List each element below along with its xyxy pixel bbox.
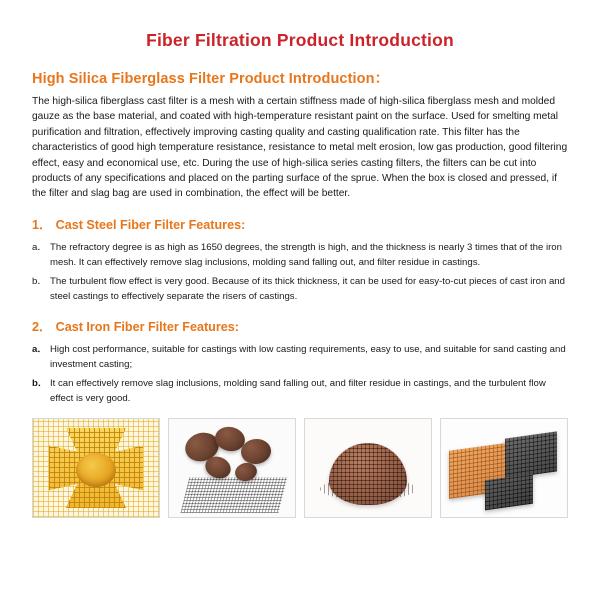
mesh-dish-shape (76, 453, 116, 487)
bullet-text: The refractory degree is as high as 1650 degrees, the strength is high, and the thickness is nearly 3 times that of the iron mesh. It can effectively remove slag inclusions, molding sand falling out, and filter residue in castings. (50, 241, 562, 268)
mesh-plate-shape (181, 477, 288, 513)
dark-filter-block-shape (505, 431, 557, 478)
bullet-label: a． (32, 343, 47, 355)
list-item (32, 342, 568, 372)
intro-paragraph: The high-silica fiberglass cast filter is a mesh with a certain stiffness made of high-silica fiberglass mesh and molded gauze as the base material, and coated with high-temperature resistant paint on the surface. Used for smelting metal purification and filtration, effectively improving casting quality and casting qualification rate. This filter has the characteristics of good high temperature resistance, resistance to metal melt erosion, low gas production, good filtering effect, easy and economical use, etc. During the use of high-silica series casting filters, the filters can be cut into products of any specifications and placed on the parting surface of the sprue. When the box is closed and pressed, if the filter and slag bag are used in combination, the effect will be better. (32, 96, 568, 200)
bullet-text: It can effectively remove slag inclusions, molding sand falling out, and filter residue in castings, and the turbulent flow effect is very good. (50, 377, 546, 404)
bullet-label: a． (32, 241, 47, 253)
section-2-title: Cast Iron Fiber Filter Features: (55, 319, 239, 334)
bullet-text: The turbulent flow effect is very good. Because of its thick thickness, it can be used for easy-to-cut pieces of cast iron and steel castings to effectively separate the risers of castings. (50, 275, 565, 302)
product-image-mesh-cap (304, 418, 432, 518)
page-title: Fiber Filtration Product Introduction (146, 30, 454, 50)
list-item (32, 240, 568, 270)
product-image-filter-blocks (440, 418, 568, 518)
list-item (32, 376, 568, 406)
product-image-mesh-filter (32, 418, 160, 518)
bullet-text: High cost performance, suitable for castings with low casting requirements, easy to use, and suitable for sand casting and investment casting; (50, 343, 566, 370)
intro-heading: High Silica Fiberglass Filter Product Introduction： (32, 71, 390, 87)
bullet-label: b． (32, 275, 47, 287)
product-image-foam-lumps (168, 418, 296, 518)
section-1-title: Cast Steel Fiber Filter Features: (55, 217, 246, 232)
product-image-gallery (32, 418, 568, 518)
section-2-heading (32, 316, 568, 335)
list-item (32, 274, 568, 304)
section-1-heading (32, 214, 568, 233)
section-1-number: 1． (32, 217, 52, 232)
bullet-label: b． (32, 377, 48, 389)
section-2-number: 2． (32, 319, 52, 334)
